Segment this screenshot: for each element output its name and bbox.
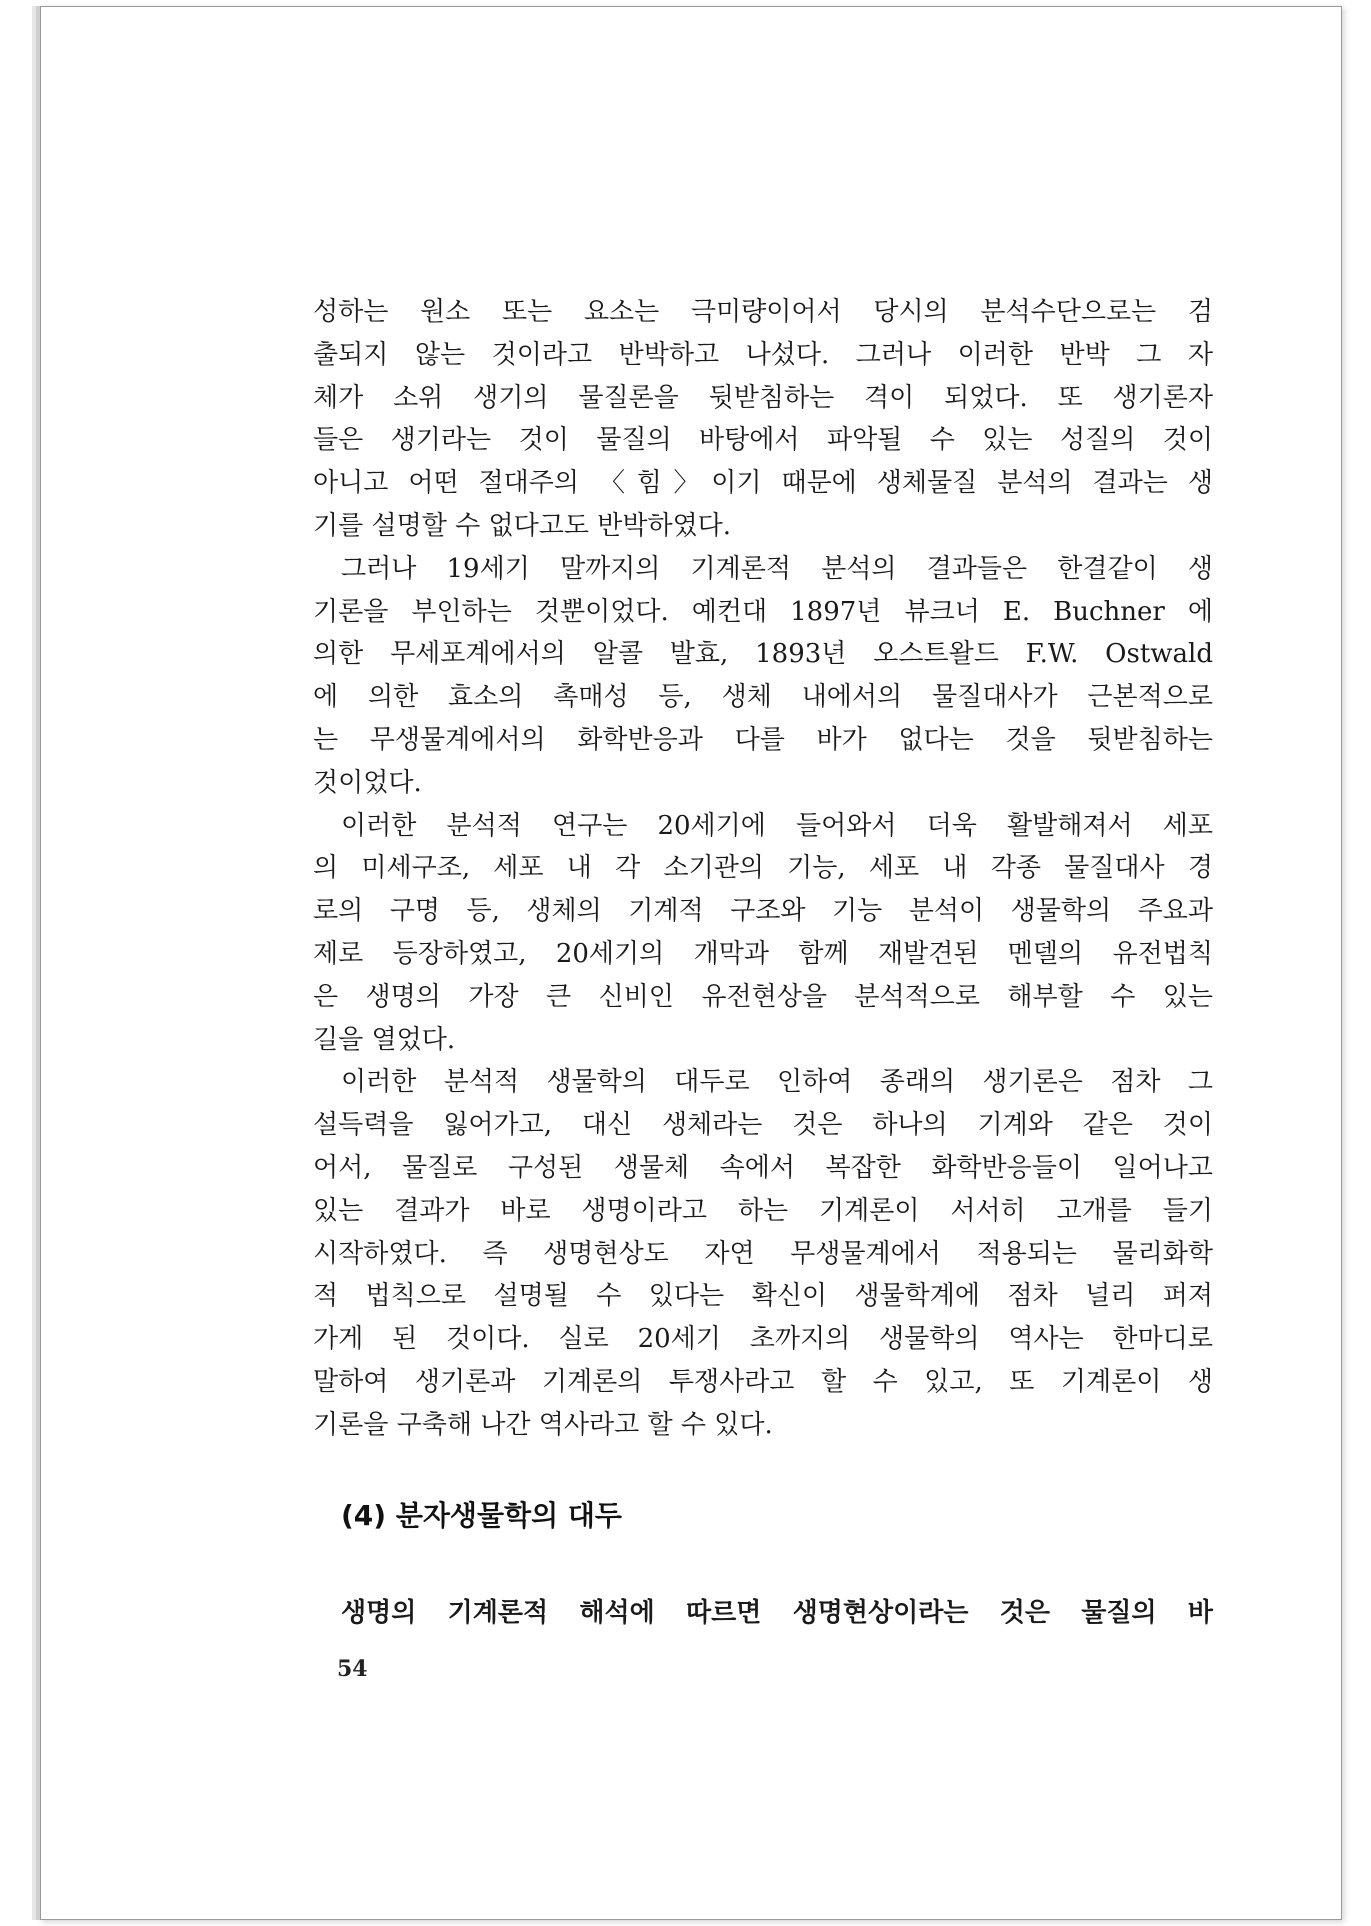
text-line: 체가 소위 생기의 물질론을 뒷받침하는 격이 되었다. 또 생기론자 <box>313 382 1213 413</box>
text-line: 기를 설명할 수 없다고도 반박하였다. <box>313 510 732 541</box>
text-line: 것이었다. <box>313 767 422 798</box>
text-line: 는 무생물계에서의 화학반응과 다를 바가 없다는 것을 뒷받침하는 <box>313 724 1213 755</box>
text-line: 적 법칙으로 설명될 수 있다는 확신이 생물학계에 점차 널리 퍼져 <box>313 1281 1213 1312</box>
text-line: 의 미세구조, 세포 내 각 소기관의 기능, 세포 내 각종 물질대사 경 <box>313 853 1213 884</box>
text-line: 의한 무세포계에서의 알콜 발효, 1893년 오스트왈드 F.W. Ostwald <box>313 639 1213 670</box>
text-line: 이러한 분석적 연구는 20세기에 들어와서 더욱 활발해져서 세포 <box>341 810 1213 841</box>
text-line: 이러한 분석적 생물학의 대두로 인하여 종래의 생기론은 점차 그 <box>341 1067 1213 1098</box>
text-line: 기론을 구축해 나간 역사라고 할 수 있다. <box>313 1409 773 1440</box>
text-line: 성하는 원소 또는 요소는 극미량이어서 당시의 분석수단으로는 검 <box>313 297 1213 327</box>
book-page <box>40 6 1342 1920</box>
text-line: 출되지 않는 것이라고 반박하고 나섰다. 그러나 이러한 반박 그 자 <box>313 339 1213 370</box>
text-line: 로의 구명 등, 생체의 기계적 구조와 기능 분석이 생물학의 주요과 <box>313 896 1213 927</box>
text-line: 들은 생기라는 것이 물질의 바탕에서 파악될 수 있는 성질의 것이 <box>313 425 1213 456</box>
text-line: 아니고 어떤 절대주의 〈힘〉이기 때문에 생체물질 분석의 결과는 생 <box>313 468 1213 499</box>
text-line: 시작하였다. 즉 생명현상도 자연 무생물계에서 적용되는 물리화학 <box>313 1238 1213 1269</box>
text-line: 길을 열었다. <box>313 1024 456 1055</box>
text-line: 기론을 부인하는 것뿐이었다. 예컨대 1897년 뷰크너 E. Buchner 에 <box>313 596 1213 627</box>
text-line: 어서, 물질로 구성된 생물체 속에서 복잡한 화학반응들이 일어나고 <box>313 1152 1213 1183</box>
text-line: 에 의한 효소의 촉매성 등, 생체 내에서의 물질대사가 근본적으로 <box>313 682 1213 713</box>
section-first-line: 생명의 기계론적 해석에 따르면 생명현상이라는 것은 물질의 바 <box>341 1598 1213 1628</box>
text-line: 말하여 생기론과 기계론의 투쟁사라고 할 수 있고, 또 기계론이 생 <box>313 1366 1213 1397</box>
section-heading: (4) 분자생물학의 대두 <box>341 1499 622 1532</box>
text-line: 가게 된 것이다. 실로 20세기 초까지의 생물학의 역사는 한마디로 <box>313 1324 1213 1355</box>
body-text <box>313 291 1213 1447</box>
text-line: 제로 등장하였고, 20세기의 개막과 함께 재발견된 멘델의 유전법칙 <box>313 938 1213 969</box>
page-number: 54 <box>337 1656 368 1682</box>
text-line: 그러나 19세기 말까지의 기계론적 분석의 결과들은 한결같이 생 <box>341 553 1213 584</box>
text-line: 있는 결과가 바로 생명이라고 하는 기계론이 서서히 고개를 들기 <box>313 1195 1213 1226</box>
text-line: 은 생명의 가장 큰 신비인 유전현상을 분석적으로 해부할 수 있는 <box>313 981 1213 1012</box>
text-line: 설득력을 잃어가고, 대신 생체라는 것은 하나의 기계와 같은 것이 <box>313 1110 1213 1141</box>
